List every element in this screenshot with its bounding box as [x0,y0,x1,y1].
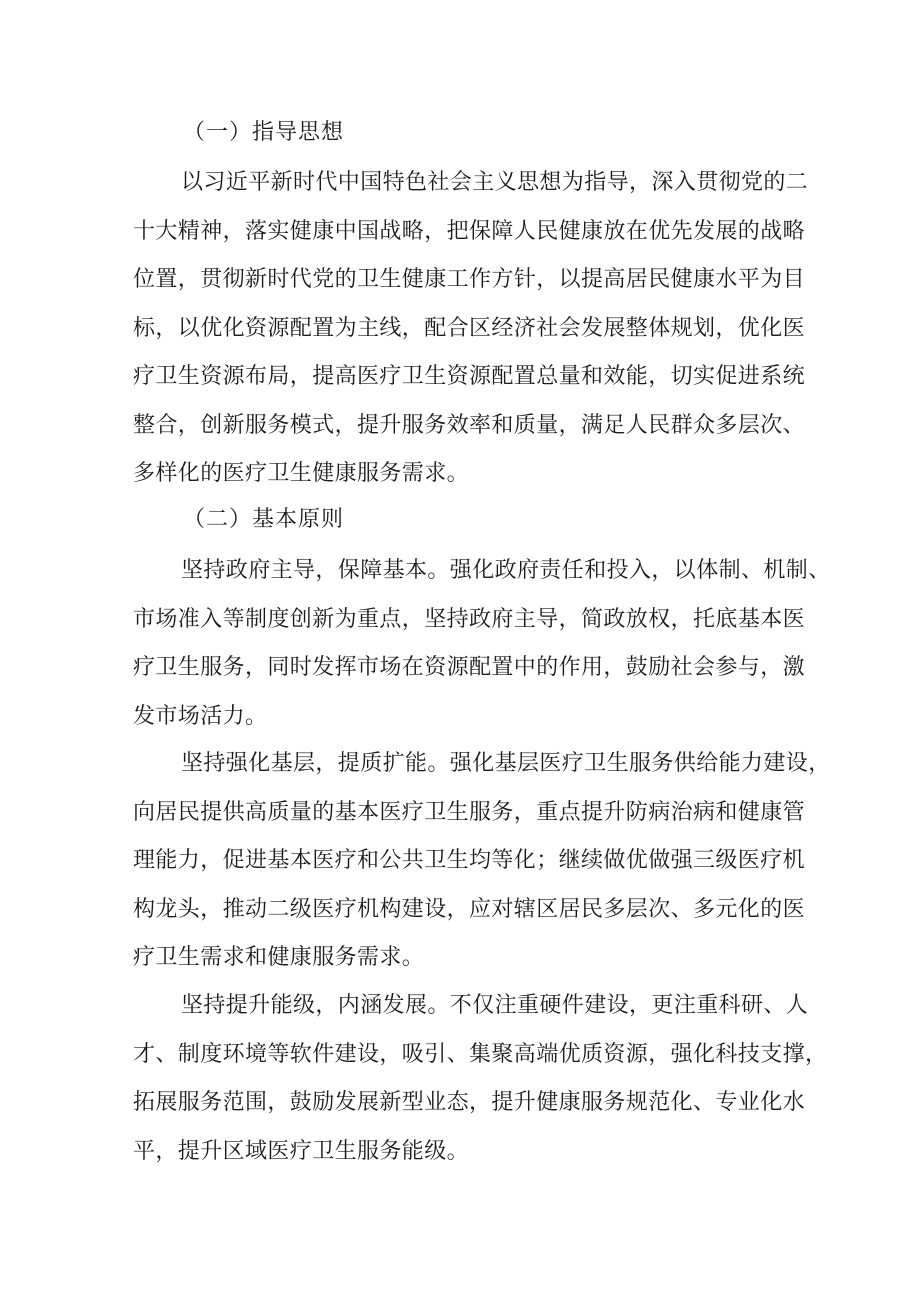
text-line: 以习近平新时代中国特色社会主义思想为指导，深入贯彻党的二 [181,170,809,195]
text-line: 发市场活力。 [133,703,268,729]
text-line: 构龙头，推动二级医疗机构建设，应对辖区居民多层次、多元化的医 [133,896,806,922]
paragraph-guiding-ideology [133,159,809,499]
text-line: 才、制度环境等软件建设，吸引、集聚高端优质资源，强化科技支撑， [133,1041,828,1067]
text-line: 疗卫生需求和健康服务需求。 [133,945,425,970]
text-line: 平，提升区域医疗卫生服务能级。 [133,1138,470,1164]
paragraph-government-led [133,547,831,741]
text-line: 向居民提供高质量的基本医疗卫生服务，重点提升防病治病和健康管 [133,799,806,825]
paragraph-strengthen-grassroots [133,740,831,983]
text-line: 位置，贯彻新时代党的卫生健康工作方针，以提高居民健康水平为目 [133,267,806,292]
text-line: 坚持政府主导，保障基本。强化政府责任和投入，以体制、机制、 [181,558,831,583]
text-line: 坚持提升能级，内涵发展。不仅注重硬件建设，更注重科研、人 [181,993,809,1018]
text-line: 十大精神，落实健康中国战略，把保障人民健康放在优先发展的战略 [133,218,806,244]
text-line: 整合，创新服务模式，提升服务效率和质量，满足人民群众多层次、 [133,412,806,438]
text-line: 坚持强化基层，提质扩能。强化基层医疗卫生服务供给能力建设， [181,751,831,776]
text-line: 市场准入等制度创新为重点，坚持政府主导，简政放权，托底基本医 [133,606,806,632]
section-heading-guiding-ideology: （一）指导思想 [183,120,345,145]
paragraph-connotative-development [133,982,828,1176]
text-line: 多样化的医疗卫生健康服务需求。 [133,461,470,486]
text-line: 疗卫生资源布局，提高医疗卫生资源配置总量和效能，切实促进系统 [133,364,806,389]
text-line: 拓展服务范围，鼓励发展新型业态，提升健康服务规范化、专业化水 [133,1090,806,1115]
text-line: 标，以优化资源配置为主线，配合区经济社会发展整体规划，优化医 [133,315,806,341]
text-line: 理能力，促进基本医疗和公共卫生均等化；继续做优做强三级医疗机 [133,848,806,873]
text-line: 疗卫生服务，同时发挥市场在资源配置中的作用，鼓励社会参与，激 [133,655,806,680]
section-heading-basic-principles: （二）基本原则 [183,507,345,532]
